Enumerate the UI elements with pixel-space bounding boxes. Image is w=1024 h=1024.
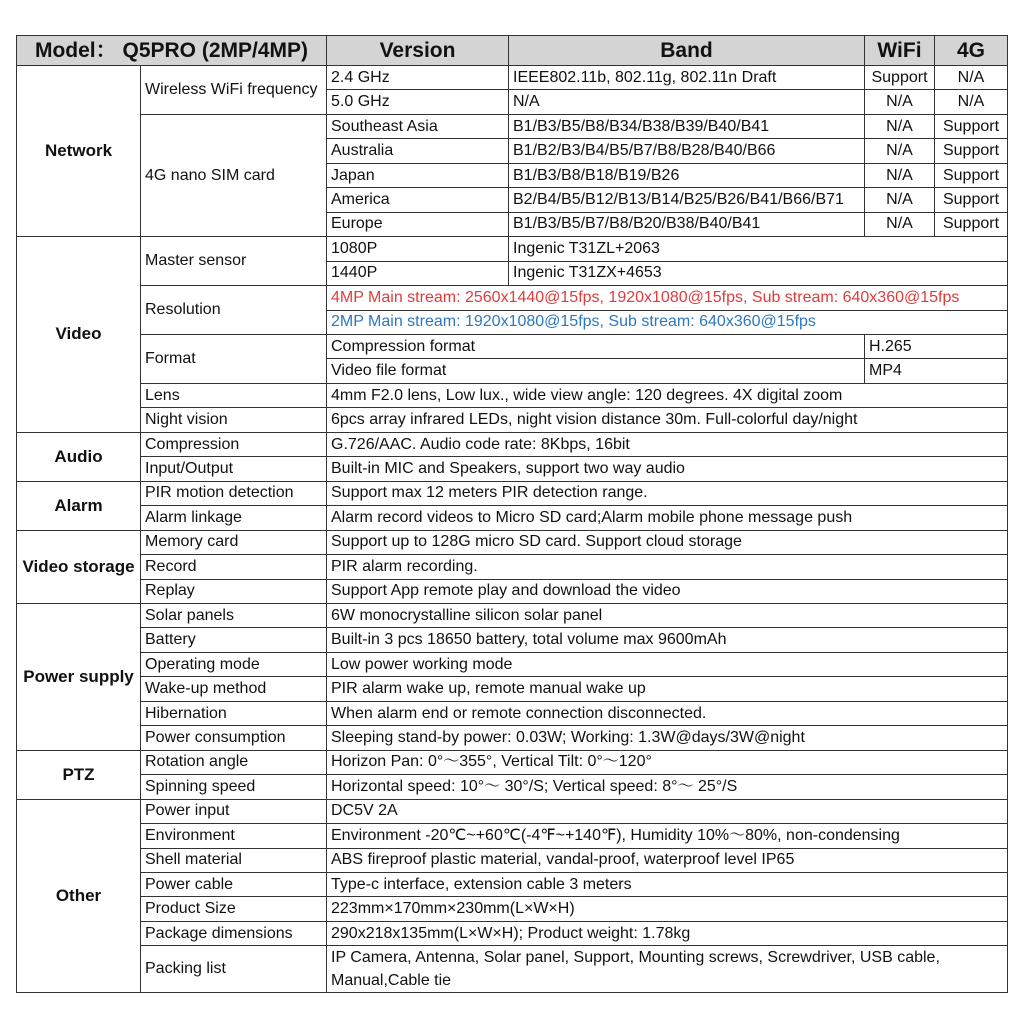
table-row (17, 237, 1008, 261)
row-label: Spinning speed (141, 775, 327, 799)
row-label: Packing list (141, 946, 327, 993)
table-row (17, 677, 1008, 701)
value-cell: ABS fireproof plastic material, vandal-proof, waterproof level IP65 (327, 848, 1008, 872)
table-row (17, 481, 1008, 505)
band-cell: IEEE802.11b, 802.11g, 802.11n Draft (509, 66, 865, 90)
table-row (17, 432, 1008, 456)
row-label: Operating mode (141, 652, 327, 676)
table-row (17, 408, 1008, 432)
header-version: Version (327, 36, 509, 66)
wifi-cell: N/A (865, 188, 935, 212)
table-row (17, 652, 1008, 676)
row-label-format: Format (141, 334, 327, 383)
value-cell: Horizon Pan: 0°～355°, Vertical Tilt: 0°～120° (327, 750, 1008, 774)
wifi-cell: N/A (865, 163, 935, 187)
table-row (17, 946, 1008, 993)
table-row (17, 286, 1008, 310)
resolution-4mp: 4MP Main stream: 2560x1440@15fps, 1920x1080@15fps, Sub stream: 640x360@15fps (327, 286, 1008, 310)
table-row (17, 897, 1008, 921)
wifi-cell: N/A (865, 114, 935, 138)
spec-table (16, 35, 1008, 993)
table-row (17, 334, 1008, 358)
band-cell: N/A (509, 90, 865, 114)
category-video: Video (17, 237, 141, 433)
band-cell: B1/B3/B5/B8/B34/B38/B39/B40/B41 (509, 114, 865, 138)
band-cell: B1/B3/B5/B7/B8/B20/B38/B40/B41 (509, 212, 865, 236)
row-label: Environment (141, 824, 327, 848)
row-label: Shell material (141, 848, 327, 872)
value-cell: Ingenic T31ZL+2063 (509, 237, 1008, 261)
4g-cell: Support (935, 163, 1008, 187)
table-row (17, 872, 1008, 896)
row-label: Battery (141, 628, 327, 652)
row-label: Solar panels (141, 603, 327, 627)
category-video-storage: Video storage (17, 530, 141, 603)
format-name-cell: Video file format (327, 359, 865, 383)
table-row (17, 530, 1008, 554)
4g-cell: N/A (935, 66, 1008, 90)
version-cell: 2.4 GHz (327, 66, 509, 90)
row-label: PIR motion detection (141, 481, 327, 505)
version-cell: Europe (327, 212, 509, 236)
value-cell: Alarm record videos to Micro SD card;Alarm mobile phone message push (327, 506, 1008, 530)
value-cell: 6pcs array infrared LEDs, night vision distance 30m. Full-colorful day/night (327, 408, 1008, 432)
wifi-cell: N/A (865, 212, 935, 236)
table-row (17, 848, 1008, 872)
row-label-night-vision: Night vision (141, 408, 327, 432)
table-row (17, 579, 1008, 603)
table-row (17, 555, 1008, 579)
table-row (17, 628, 1008, 652)
value-cell: 223mm×170mm×230mm(L×W×H) (327, 897, 1008, 921)
4g-cell: N/A (935, 90, 1008, 114)
table-row (17, 726, 1008, 750)
row-label: Package dimensions (141, 921, 327, 945)
band-cell: B2/B4/B5/B12/B13/B14/B25/B26/B41/B66/B71 (509, 188, 865, 212)
value-cell: G.726/AAC. Audio code rate: 8Kbps, 16bit (327, 432, 1008, 456)
category-alarm: Alarm (17, 481, 141, 530)
wifi-cell: N/A (865, 90, 935, 114)
row-label: Rotation angle (141, 750, 327, 774)
value-cell: IP Camera, Antenna, Solar panel, Support, Mounting screws, Screwdriver, USB cable, Manual,Cable tie (327, 946, 1008, 993)
table-row (17, 921, 1008, 945)
value-cell: Environment -20℃~+60℃(-4℉~+140℉), Humidity 10%～80%, non-condensing (327, 824, 1008, 848)
category-ptz: PTZ (17, 750, 141, 799)
row-label: Product Size (141, 897, 327, 921)
value-cell: 4mm F2.0 lens, Low lux., wide view angle: 120 degrees. 4X digital zoom (327, 383, 1008, 407)
header-wifi: WiFi (865, 36, 935, 66)
version-cell: 5.0 GHz (327, 90, 509, 114)
header-band: Band (509, 36, 865, 66)
version-cell: Japan (327, 163, 509, 187)
4g-cell: Support (935, 139, 1008, 163)
header-4g: 4G (935, 36, 1008, 66)
value-cell: 6W monocrystalline silicon solar panel (327, 603, 1008, 627)
4g-cell: Support (935, 212, 1008, 236)
row-label: Hibernation (141, 701, 327, 725)
value-cell: DC5V 2A (327, 799, 1008, 823)
category-network: Network (17, 66, 141, 237)
table-row (17, 775, 1008, 799)
value-cell: Support max 12 meters PIR detection range. (327, 481, 1008, 505)
row-label: Input/Output (141, 457, 327, 481)
value-cell: When alarm end or remote connection disconnected. (327, 701, 1008, 725)
value-cell: Ingenic T31ZX+4653 (509, 261, 1008, 285)
table-row (17, 603, 1008, 627)
version-cell: 1440P (327, 261, 509, 285)
value-cell: Built-in 3 pcs 18650 battery, total volume max 9600mAh (327, 628, 1008, 652)
row-label-wifi-frequency: Wireless WiFi frequency (141, 66, 327, 115)
band-cell: B1/B3/B8/B18/B19/B26 (509, 163, 865, 187)
4g-cell: Support (935, 188, 1008, 212)
resolution-2mp: 2MP Main stream: 1920x1080@15fps, Sub stream: 640x360@15fps (327, 310, 1008, 334)
row-label: Memory card (141, 530, 327, 554)
header-model: Model： Q5PRO (2MP/4MP) (17, 36, 327, 66)
category-other: Other (17, 799, 141, 993)
value-cell: Low power working mode (327, 652, 1008, 676)
value-cell: Support App remote play and download the video (327, 579, 1008, 603)
value-cell: PIR alarm recording. (327, 555, 1008, 579)
category-audio: Audio (17, 432, 141, 481)
format-value-cell: H.265 (865, 334, 1008, 358)
row-label: Power cable (141, 872, 327, 896)
band-cell: B1/B2/B3/B4/B5/B7/B8/B28/B40/B66 (509, 139, 865, 163)
table-row (17, 383, 1008, 407)
table-row (17, 114, 1008, 138)
row-label: Record (141, 555, 327, 579)
table-row (17, 750, 1008, 774)
version-cell: Southeast Asia (327, 114, 509, 138)
row-label: Compression (141, 432, 327, 456)
header-row (17, 36, 1008, 66)
value-cell: PIR alarm wake up, remote manual wake up (327, 677, 1008, 701)
row-label: Power input (141, 799, 327, 823)
row-label: Wake-up method (141, 677, 327, 701)
row-label-lens: Lens (141, 383, 327, 407)
wifi-cell: Support (865, 66, 935, 90)
row-label: Power consumption (141, 726, 327, 750)
version-cell: Australia (327, 139, 509, 163)
row-label: Replay (141, 579, 327, 603)
value-cell: Support up to 128G micro SD card. Support cloud storage (327, 530, 1008, 554)
row-label-resolution: Resolution (141, 286, 327, 335)
format-value-cell: MP4 (865, 359, 1008, 383)
row-label: Alarm linkage (141, 506, 327, 530)
table-row (17, 506, 1008, 530)
value-cell: Type-c interface, extension cable 3 meters (327, 872, 1008, 896)
table-row (17, 824, 1008, 848)
table-row (17, 66, 1008, 90)
category-power-supply: Power supply (17, 603, 141, 750)
version-cell: America (327, 188, 509, 212)
table-row (17, 701, 1008, 725)
version-cell: 1080P (327, 237, 509, 261)
table-row (17, 799, 1008, 823)
value-cell: 290x218x135mm(L×W×H); Product weight: 1.78kg (327, 921, 1008, 945)
value-cell: Sleeping stand-by power: 0.03W; Working: 1.3W@days/3W@night (327, 726, 1008, 750)
4g-cell: Support (935, 114, 1008, 138)
value-cell: Horizontal speed: 10°～ 30°/S; Vertical speed: 8°～ 25°/S (327, 775, 1008, 799)
format-name-cell: Compression format (327, 334, 865, 358)
row-label-master-sensor: Master sensor (141, 237, 327, 286)
wifi-cell: N/A (865, 139, 935, 163)
row-label-sim-card: 4G nano SIM card (141, 114, 327, 236)
table-row (17, 457, 1008, 481)
value-cell: Built-in MIC and Speakers, support two way audio (327, 457, 1008, 481)
